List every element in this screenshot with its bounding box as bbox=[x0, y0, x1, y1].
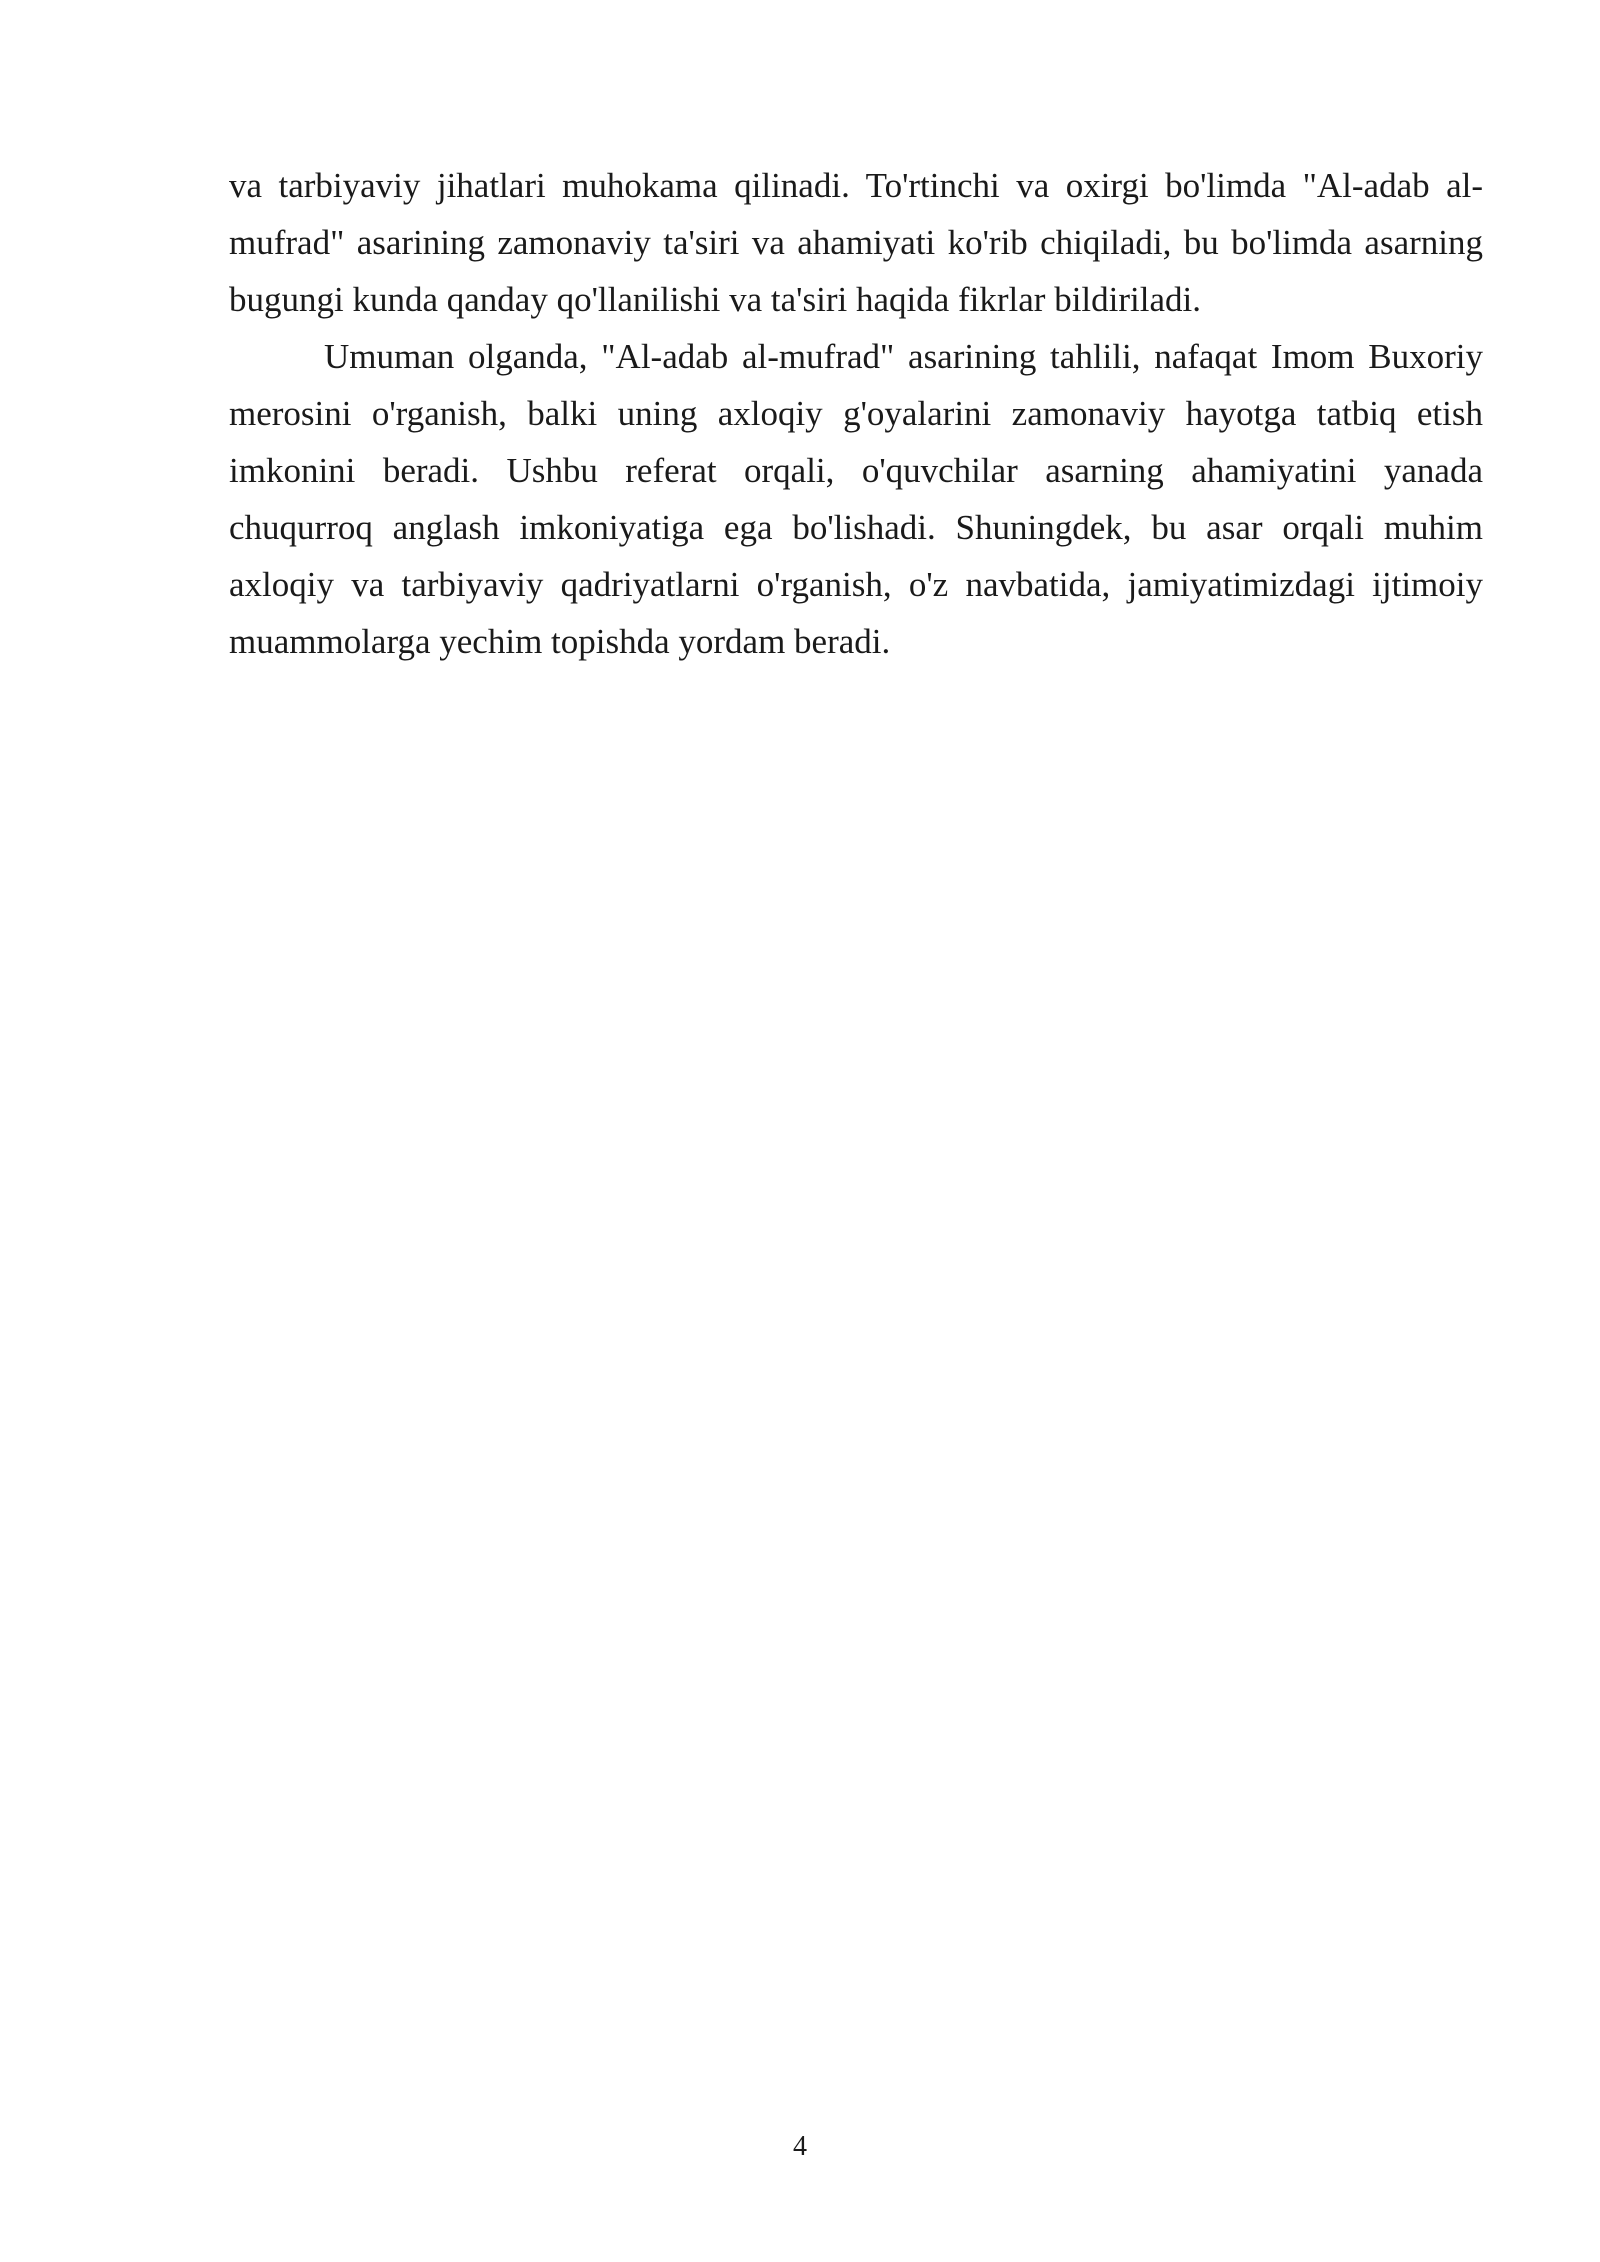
paragraph-continuation: va tarbiyaviy jihatlari muhokama qilinadi. To'rtinchi va oxirgi bo'limda "Al-adab al-mufrad" asarining zamonaviy ta'siri va ahamiyati ko'rib chiqiladi, bu bo'limda asarning bugungi kunda qanday qo'llanilishi va ta'siri haqida fikrlar bildiriladi. bbox=[229, 166, 1483, 319]
page-number: 4 bbox=[793, 2131, 807, 2162]
paragraph-conclusion: Umuman olganda, "Al-adab al-mufrad" asarining tahlili, nafaqat Imom Buxoriy merosini o'rganish, balki uning axloqiy g'oyalarini zamonaviy hayotga tatbiq etish imkonini beradi. Ushbu referat orqali, o'quvchilar asarning ahamiyatini yanada chuqurroq anglash imkoniyatiga ega bo'lishadi. Shuningdek, bu asar orqali muhim axloqiy va tarbiyaviy qadriyatlarni o'rganish, o'z navbatida, jamiyatimizdagi ijtimoiy muammolarga yechim topishda yordam beradi. bbox=[229, 337, 1483, 661]
body-text bbox=[229, 157, 1483, 670]
